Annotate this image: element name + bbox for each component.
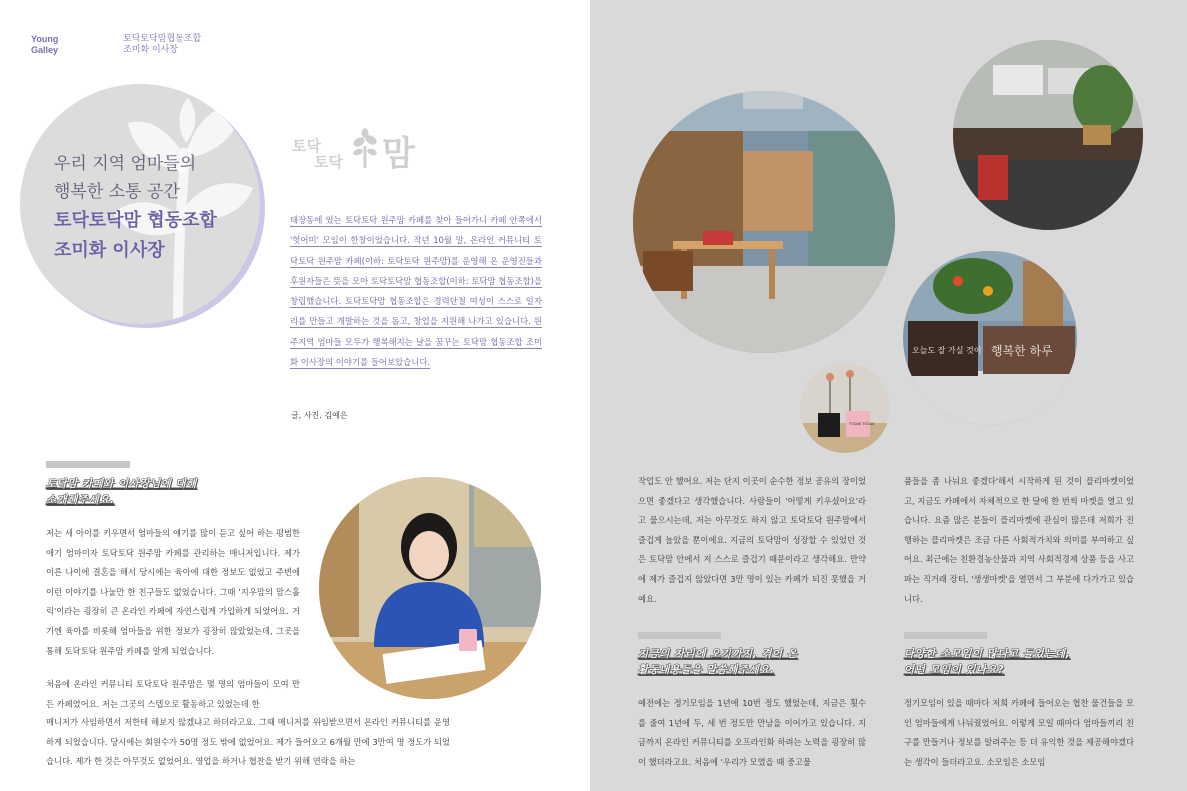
section-2-title-line1: 지금의 자리에 오기까지, 겪어 온 [638,648,798,660]
byline: 글, 사진. 김예은 [291,411,348,420]
right-page [590,0,1187,791]
logo-small-text [292,138,343,170]
section-1-body-narrow: 저는 세 아이를 키우면서 엄마들의 얘기를 많이 듣고 싶어 하는 평범한 애기 엄마이자 토닥토닥 원주맘 카페를 관리하는 매니저입니다. 제가 이른 나이에 결혼을 해서 당시에는 육아에 대한 정보도 없었고 주변에 이런 이야기를 나눌만 한 친구들도 없었습니다. 그때 '지우맘의 맘스홀릭'이라는 굉장히 큰 온라인 카페에 자연스럽게 가입하게 되었어요. 거기엔 육아를 비롯해 엄마들을 위한 정보가 굉장히 많았었는데, 그곳을 통해 토닥토닥 원주맘 카페를 알게 되었습니다. [46,528,300,656]
section-tag [123,34,201,56]
cafe-window-illustration [953,40,1143,230]
person-photo [319,477,541,699]
section-2-body: 예전에는 정기모임을 1년에 10번 정도 했었는데, 지금은 횟수를 줄여 1년에 두, 세 번 정도만 만남을 이어가고 있습니다. 지금까지 온라인 커뮤니티를 오프라인화 하려는 노력을 굉장히 많이 했더라고요. 처음에 '우리가 모였을 때 중고물 [638,698,866,767]
left-page [0,0,590,791]
right-col1-text: 작업도 안 했어요. 저는 단지 이곳이 순수한 정보 공유의 장이었으면 좋겠다고 생각했습니다. 사람들이 '어떻게 키우셨어요'라고 물으시는데, 저는 아무것도 하지 않고 토닥토닥 원주맘에서 즐겁게 놀았을 뿐이에요. 지금의 토닥맘이 성장할 수 있었던 것은 토닥맘 안에서 저 스스로 즐겁기 때문이라고 생각해요. 만약에 제가 즐겁지 않았다면 3만 명이 있는 카페가 되진 못했을 거예요. [638,476,866,604]
section-3-title-line2: 어떤 모임이 있나요? [904,664,1005,676]
cafe-sign-illustration [903,251,1077,425]
section-tag-line1: 토닥토닥맘협동조합 [123,34,202,44]
logo-leaf-icon [350,128,380,168]
cup-label: TODAK TODAK [849,422,875,426]
section-1-body-wide-2: 매니저가 사임하면서 저한테 해보지 않겠냐고 하더라고요. 그때 매니저를 위임받으면서 온라인 커뮤니티를 운영하게 되었습니다. 당시에는 회원수가 50명 정도 밖에 없었어요. 제가 들어오고 6개월 만에 3만여 명 정도가 되었습니다. 제가 한 것은 아무것도 없었어요. 영업을 하거나 협찬을 받기 위해 연락을 하는 [46,717,450,767]
article-title [54,150,274,266]
magazine-name-line1: Young [31,34,59,44]
sign-text-left: 오늘도 잘 가실 것이 [912,346,982,355]
section-1-title-line2: 소개해주세요. [46,494,115,506]
section-1-title [46,476,306,508]
section-3-bar [904,632,987,639]
section-2-title-line2: 활동내용들을 말씀해주세요. [638,664,775,676]
cups-photo [800,363,890,453]
section-tag-line2: 조미화 이사장 [123,45,179,55]
title-line-1: 우리 지역 엄마들의 [54,154,197,174]
cafe-sign-photo [903,251,1077,425]
person-illustration [319,477,541,699]
magazine-name [31,34,58,56]
title-line-3: 토닥토닥맘 협동조합 [54,210,217,231]
section-3-title-line1: 다양한 소모임이 많다고 들었는데, [904,648,1070,660]
section-3-body: 정기모임이 있을 때마다 저희 카페에 들어오는 협찬 물건들을 모인 엄마들에게 나눠줬었어요. 이렇게 모일 때마다 엄마들끼리 친구를 만들거나 정보를 알려주는 등 더 유익한 것을 제공해야겠다는 생각이 들더라고요. 소모임은 소모임 [904,698,1134,767]
magazine-name-line2: Galley [31,45,59,55]
title-line-4: 조미화 이사장 [54,240,165,261]
logo-big-text: 맘 [382,134,415,174]
right-col2-text: 품들을 좀 나눠요 좋겠다'해서 시작하게 된 것이 플리마켓이었고, 지금도 카페에서 자체적으로 한 달에 한 번씩 마켓을 열고 있습니다. 요즘 많은 분들이 플리마켓에 관심이 많은데 저희가 진행하는 플리마켓은 조금 다른 사회적가치와 의미를 부여하고 싶어요. 최근에는 친환경농산물과 지역 사회적경제 상품 등을 사고 파는 직거래 장터, '생생마켓'을 열면서 그 부분에 다가가고 있습니다. [904,476,1134,604]
section-1-title-line1: 토닥맘 카페와 이사장님에 대해 [46,478,197,490]
cafe-interior-illustration [633,91,895,353]
cups-illustration [800,363,890,453]
section-2-title [638,646,878,678]
todak-logo [292,128,442,194]
intro-text: 태장동에 있는 토닥토닥 원주맘 카페를 찾아 들어가니 카페 안쪽에서 '헛어미' 모임이 한창이었습니다. 작년 10월 말, 온라인 커뮤니티 토닥토닥 원주맘 카페(이하: 토닥토닥 원주맘)를 운영해 온 운영진들과 후원자들은 뜻을 모아 토닥토닥맘 협동조합(이하: 토닥맘 협동조합)을 창립했습니다. 토닥토닥맘 협동조합은 경력단절 여성이 스스로 일자리를 만들고 개발하는 것을 돕고, 창업을 지원해 나가고 있습니다. 원주지역 엄마들 모두가 행복해지는 날을 꿈꾸는 토닥맘 협동조합 조미화 이사장의 이야기를 들어보았습니다. [290,215,542,368]
intro-paragraph [290,210,542,372]
title-line-2: 행복한 소통 공간 [54,182,180,202]
logo-small-line1: 토닥 [292,137,321,155]
section-1-bar [46,461,130,468]
section-3-title [904,646,1144,678]
cafe-window-photo [953,40,1143,230]
cafe-interior-photo [633,91,895,353]
sign-text-right: 행복한 하루 [991,344,1053,358]
section-2-bar [638,632,721,639]
logo-small-line2: 토닥 [314,153,343,171]
section-1-body-wide-1: 처음에 온라인 커뮤니티 토닥토닥 원주맘은 몇 명의 엄마들이 모여 만든 카페였어요. 저는 그곳의 스텝으로 활동하고 있었는데 한 [46,679,300,709]
